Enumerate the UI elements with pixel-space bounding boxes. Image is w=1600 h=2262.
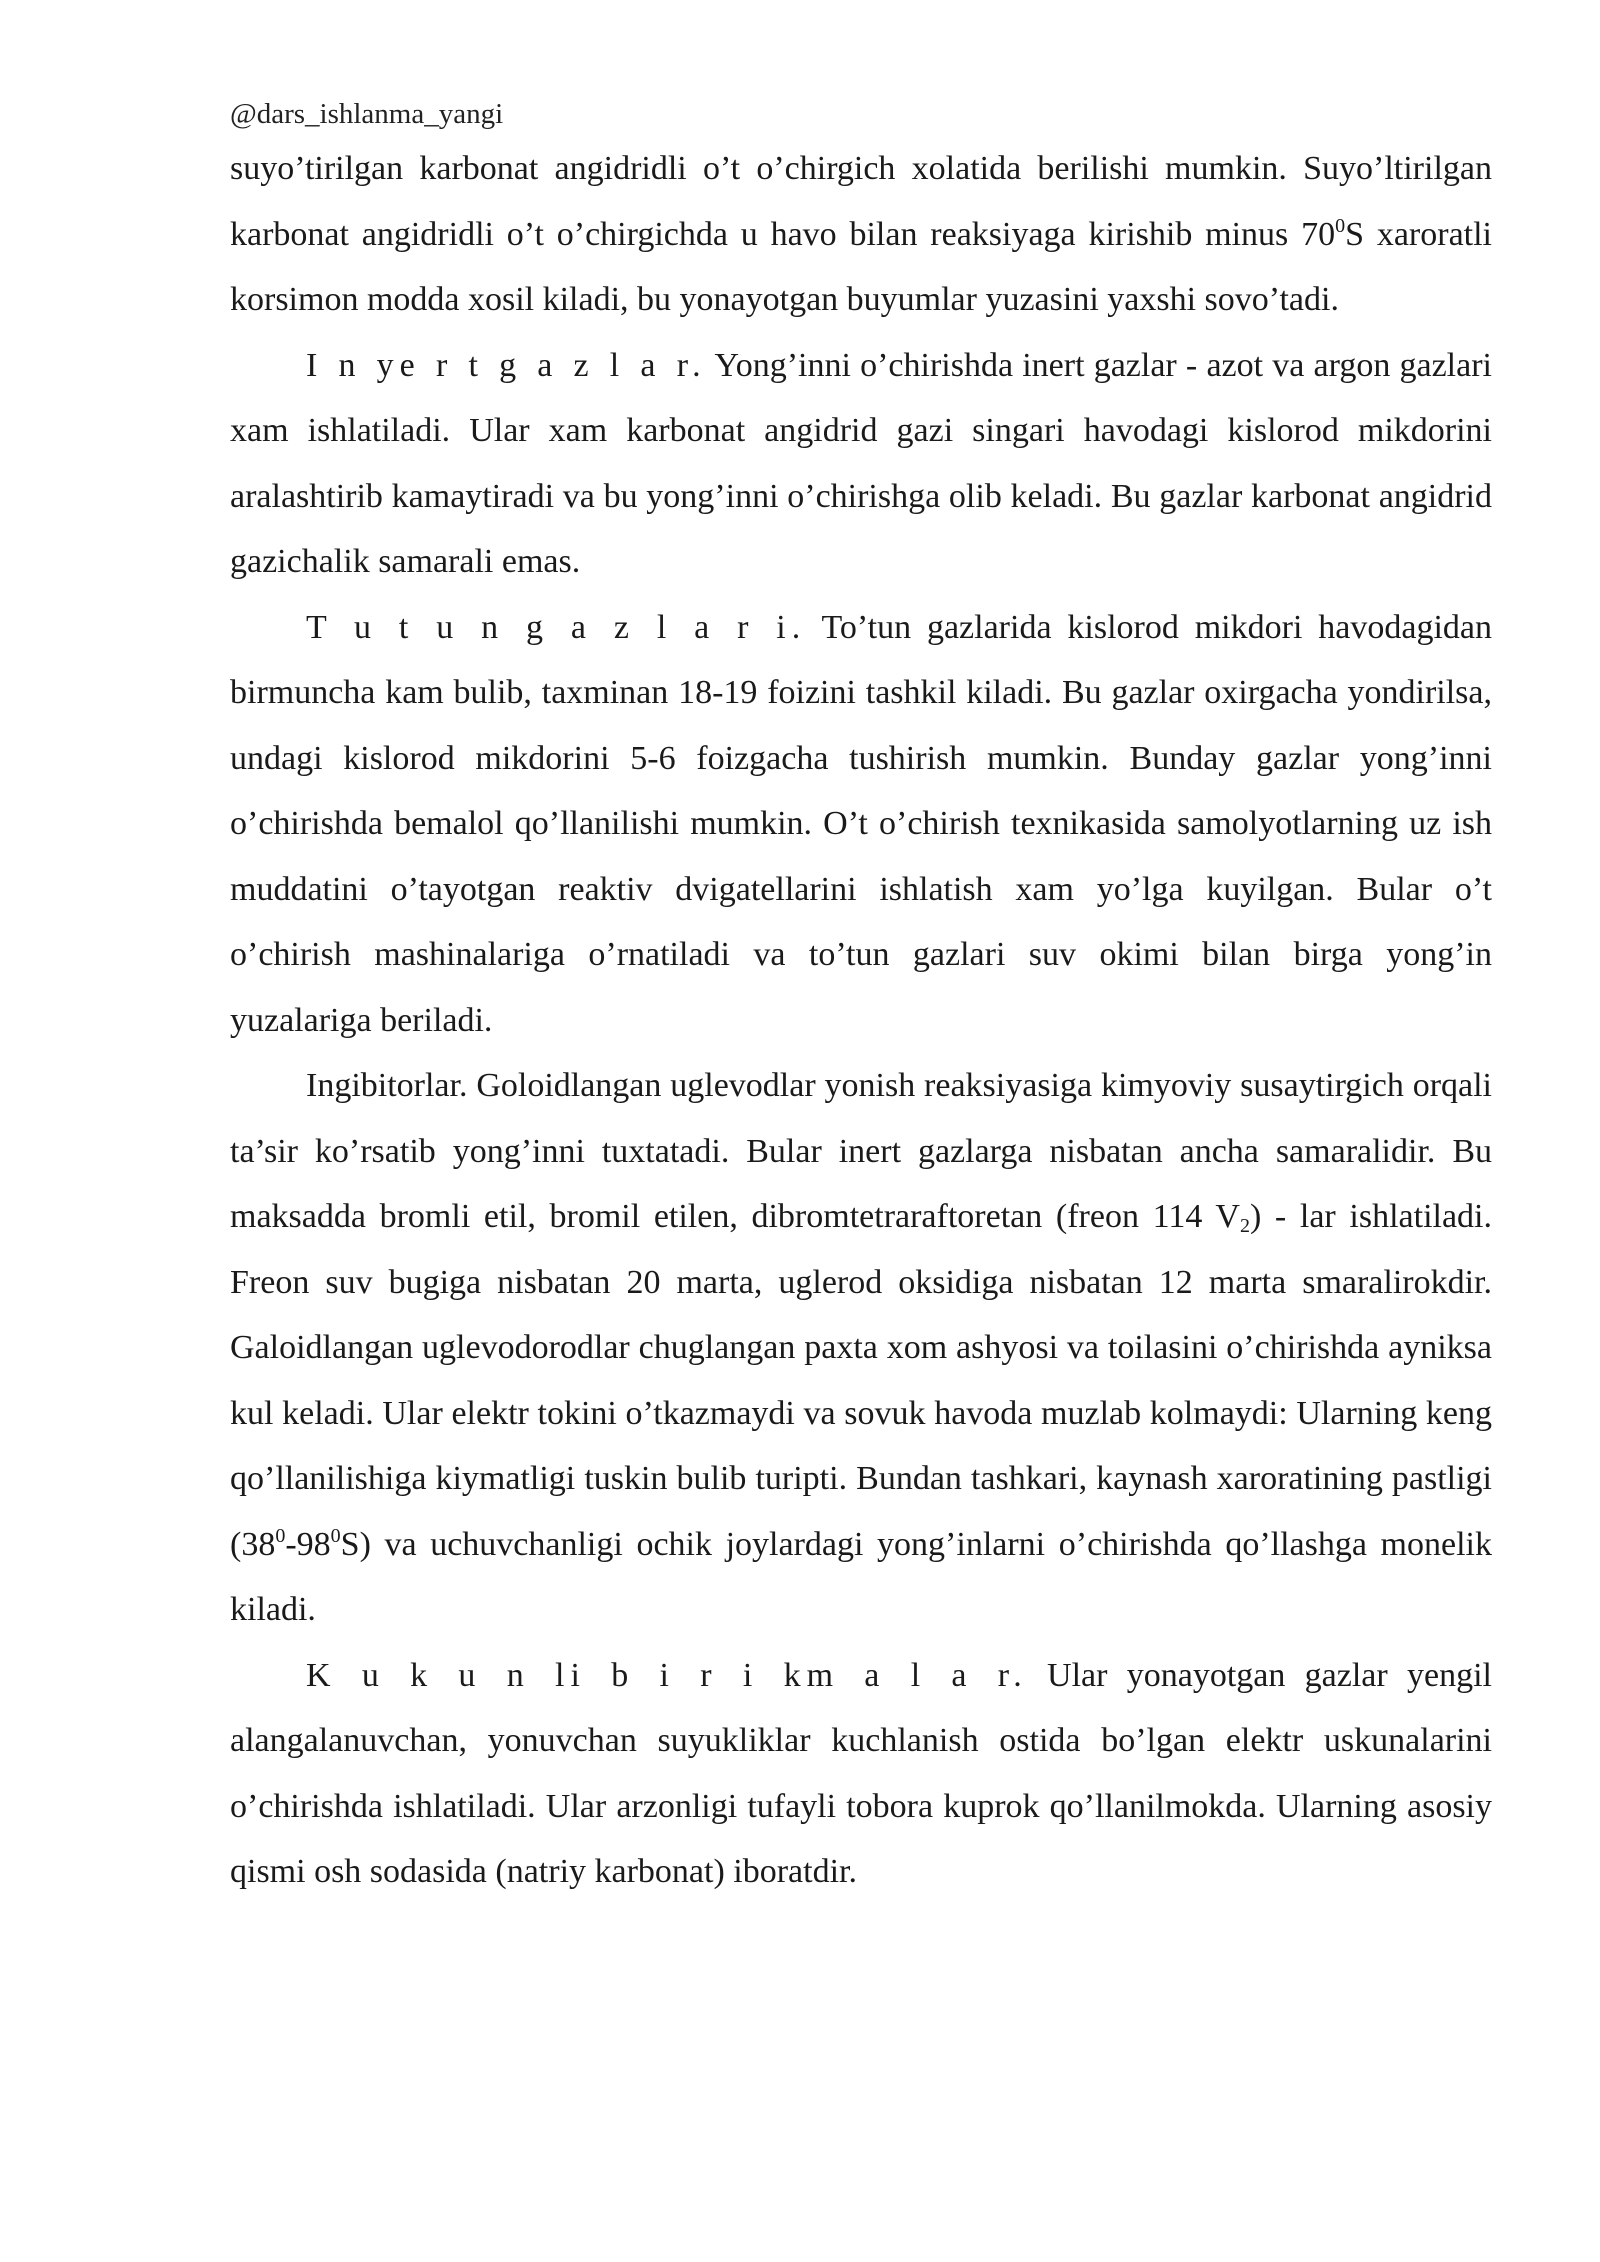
paragraph-smoke-gases [230,595,1492,1054]
paragraph-co2-extinguisher [230,136,1492,333]
paragraph-text: Yong’inni o’chirishda inert gazlar - azot va argon gazlari xam ishlatiladi. Ular xam karbonat angidrid gazi singari havodagi kislorod mikdorini aralashtirib kamaytiradi va bu yong’inni o’chirishga olib keladi. Bu gazlar karbonat angidrid gazichalik samarali emas. [230,346,1492,580]
paragraph-text: Ular yonayotgan gazlar yengil alangalanuvchan, yonuvchan suyukliklar kuchlanish ostida bo’lgan elektr uskunalarini o’chirishda ishlatiladi. Ular arzonligi tufayli tobora kuprok qo’llanilmokda. Ularning asosiy qismi osh sodasida (natriy karbonat) iboratdir. [230,1656,1492,1890]
channel-tag: @dars_ishlanma_yangi [230,98,504,130]
subscript-2: 2 [1239,1215,1250,1237]
degree-superscript: 0 [1335,214,1346,237]
document-page [230,92,1492,1905]
paragraph-inert-gases [230,333,1492,595]
paragraph-powder-compounds [230,1643,1492,1905]
paragraph-text: -98 [285,1525,331,1563]
degree-superscript: 0 [330,1524,341,1547]
paragraph-inhibitors [230,1053,1492,1643]
paragraph-text: ) - lar ishlatiladi. Freon suv bugiga nisbatan 20 marta, uglerod oksidiga nisbatan 12 marta smaralirokdir. Galoidlangan uglevodorodlar chuglangan paxta xom ashyosi va toilasini o’chirishda ayniksa kul keladi. Ular elektr tokini o’tkazmaydi va sovuk havoda muzlab kolmaydi: Ularning keng qo’llanilishiga kiymatligi tuskin bulib turipti. Bundan tashkari, kaynash xaroratining pastligi (38 [230,1198,1492,1563]
section-heading-inhibitors: Ingibitorlar. [306,1067,468,1104]
degree-superscript: 0 [275,1524,286,1547]
section-heading-smoke-gases: T u t u n g a z l a r i. [306,608,807,646]
paragraph-text: Goloidlangan uglevodlar yonish reaksiyasiga kimyoviy susaytirgich orqali ta’sir ko’rsatib yong’inni tuxtatadi. Bular inert gazlarga nisbatan ancha samaralidir. Bu maksadda bromli etil, bromil etilen, dibromtetraraftoretan (freon 114 V [230,1067,1492,1235]
paragraph-text: suyo’tirilgan karbonat angidridli o’t o’chirgich xolatida berilishi mumkin. Suyo’ltirilgan karbonat angidridli o’t o’chirgichda u havo bilan reaksiyaga kirishib minus 70 [230,150,1492,253]
paragraph-text: To’tun gazlarida kislorod mikdori havodagidan birmuncha kam bulib, taxminan 18-19 foizini tashkil kiladi. Bu gazlar oxirgacha yondirilsa, undagi kislorod mikdorini 5-6 foizgacha tushirish mumkin. Bunday gazlar yong’inni o’chirishda bemalol qo’llanilishi mumkin. O’t o’chirish texnikasida samolyotlarning uz ish muddatini o’tayotgan reaktiv dvigatellarini ishlatish xam yo’lga kuyilgan. Bular o’t o’chirish mashinalariga o’rnatiladi va to’tun gazlari suv okimi bilan birga yong’in yuzalariga beriladi. [230,608,1492,1039]
paragraph-text: S) va uchuvchanligi ochik joylardagi yong’inlarni o’chirishda qo’llashga monelik kiladi. [230,1525,1492,1628]
section-heading-inert-gases: I n ye r t g a z l a r. [306,346,707,384]
paragraph-text: S xaroratli korsimon modda xosil kiladi, bu yonayotgan buyumlar yuzasini yaxshi sovo’tadi. [230,215,1492,318]
section-heading-powder-compounds: K u k u n li b i r i km a l a r. [306,1656,1028,1694]
